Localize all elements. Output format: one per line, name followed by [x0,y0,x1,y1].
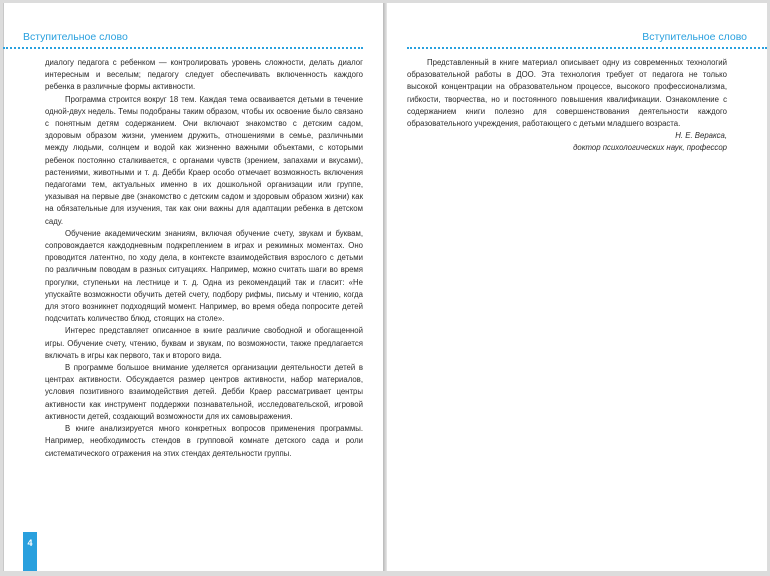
paragraph: диалогу педагога с ребенком — контролировать уровень сложности, делать диалог интересным и веселым; педагогу следует обеспечивать включенность каждого ребенка в различные формы активности. [45,58,363,92]
body-text [407,57,727,155]
left-page [3,3,383,571]
paragraph: Программа строится вокруг 18 тем. Каждая тема осваивается детьми в течение одной-двух недель. Темы подобраны таким образом, чтобы их освоение было связано с понятным детям содержанием. Они включают знакомство с детским садом, здоровым образом жизни, умением дружить, отношениями в семье, различными между людьми, солнцем и водой как жизненно важными объектами, с которыми ребенок постоянно сталкивается, с органами чувств (зрением, запахами и вкусами), растениями, животными и т. д. Дебби Краер особо отмечает возможность включения педагогами тем, актуальных именно в их дошкольной организации или группе, указывая на первые две (знакомство с детским садом и здоровым образом жизни) как на обязательные для изучения, так как они важны для адаптации ребенка в детском саду. [45,94,363,226]
paragraph: В книге анализируется много конкретных вопросов применения программы. Например, необходимость стендов в групповой комнате детского сада и роли систематического отражения на этих стендах деятельности группы. [45,424,363,458]
signature-title: доктор психологических наук, профессор [573,143,727,153]
paragraph: В программе большое внимание уделяется организации деятельности детей в центрах активности. Обсуждается размер центров активности, набор материалов, условия позитивного взаимодействия детей. Дебби Краер рассматривает центры активности как инструмент поддержки познавательной, исследовательской, игровой активности детей, создающий возможности для их самовыражения. [45,363,363,421]
paragraph: Интерес представляет описанное в книге различие свободной и обогащенной игры. Обучение счету, чтению, буквам и звукам, по возможности, также предлагается включать в игры как первого, так и второго вида. [45,326,363,360]
paragraph: Обучение академическим знаниям, включая обучение счету, звукам и буквам, сопровождается каждодневным подкреплением в играх и режимных моментах. Оно проводится латентно, по ходу дела, в контексте взаимодействия взрослого с детьми по различным поводам в разных ситуациях. Например, можно считать шаги во время прогулки, ступеньки на лестнице и т. д. Одна из рекомендаций так и гласит: «Не упускайте возможности обучить детей счету, подбору рифмы, письму и чтению, когда для этого возникнет подходящий момент. Например, во время обеда попросите детей подсчитать количество блюд, стоящих на столе». [45,228,363,324]
body-text [45,57,363,460]
header-dotted-rule [407,47,767,49]
page-number-tab [23,532,37,571]
running-header: Вступительное слово [642,31,747,43]
right-page [387,3,767,571]
page-number: 4 [27,538,33,548]
running-header: Вступительное слово [23,31,128,43]
header-dotted-rule [3,47,363,49]
paragraph: Представленный в книге материал описывает одну из современных технологий образовательной работы в ДОО. Эта технология требует от педагога не только высокой концентрации на образовательном процессе, высокого профессионализма, гибкости, творчества, но и постоянного повышения квалификации. Ознакомление с содержанием книги полезно для совершенствования деятельности каждого образовательного учреждения, работающего с детьми младшего возраста. [407,58,727,129]
signature-name: Н. Е. Веракса, [675,131,727,141]
